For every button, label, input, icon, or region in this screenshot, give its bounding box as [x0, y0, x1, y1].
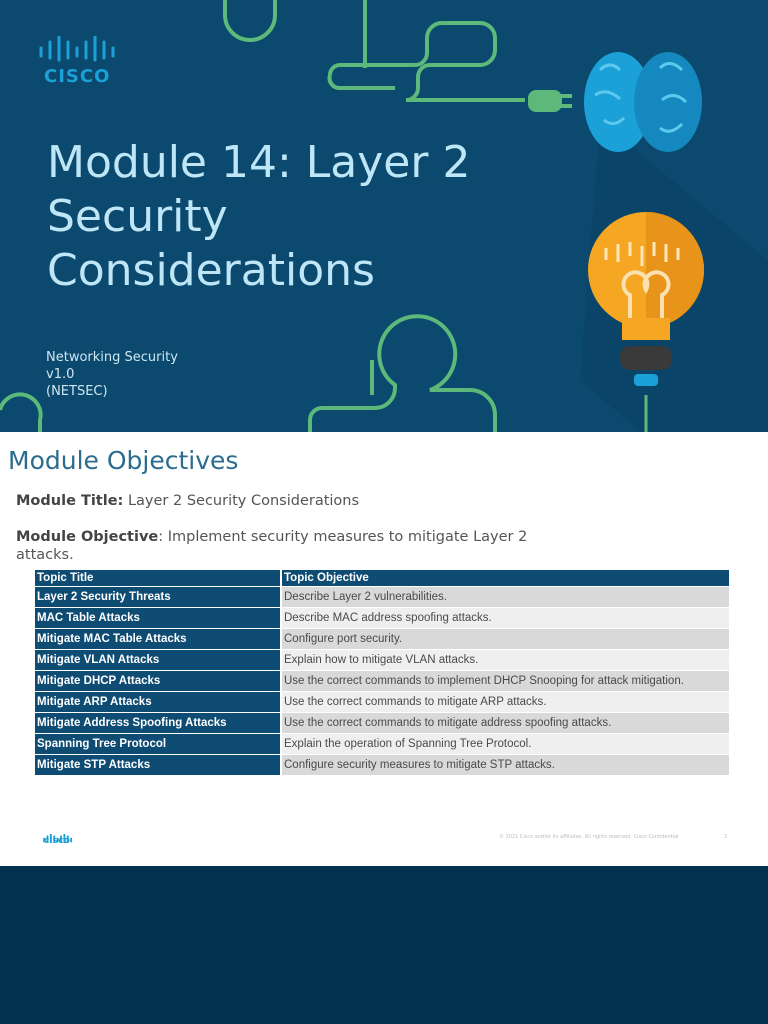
objectives-heading: Module Objectives [8, 446, 239, 475]
topic-objective: Use the correct commands to mitigate address spoofing attacks. [281, 713, 729, 734]
topic-objective: Configure port security. [281, 629, 729, 650]
course-name: Networking Security [46, 350, 178, 365]
slide-subtitle [46, 349, 178, 400]
page-number: 2 [724, 834, 728, 840]
table-row [35, 587, 729, 608]
table-row [35, 713, 729, 734]
title-slide [0, 0, 768, 432]
footer-brand: CISCO [44, 837, 71, 845]
module-title-value: Layer 2 Security Considerations [127, 493, 360, 509]
module-title-line [16, 492, 359, 510]
plug-icon [528, 90, 572, 112]
topic-objective: Use the correct commands to implement DHCP Snooping for attack mitigation. [281, 671, 729, 692]
topic-objective: Explain how to mitigate VLAN attacks. [281, 650, 729, 671]
topic-objective: Explain the operation of Spanning Tree Protocol. [281, 734, 729, 755]
topic-title: Spanning Tree Protocol [35, 734, 281, 755]
topic-objective: Describe MAC address spoofing attacks. [281, 608, 729, 629]
objectives-table [35, 570, 729, 776]
module-objective-value: : Implement security measures to mitigate Layer 2 attacks. [16, 529, 528, 563]
topic-title: Mitigate MAC Table Attacks [35, 629, 281, 650]
brain-icon [584, 52, 702, 152]
topic-title: Mitigate ARP Attacks [35, 692, 281, 713]
table-row [35, 608, 729, 629]
course-code: (NETSEC) [46, 384, 108, 399]
topic-title: Mitigate STP Attacks [35, 755, 281, 776]
topic-title: Mitigate DHCP Attacks [35, 671, 281, 692]
cisco-brand: CISCO [44, 66, 111, 87]
table-row [35, 650, 729, 671]
topic-title: Mitigate VLAN Attacks [35, 650, 281, 671]
footer-copyright: © 2021 Cisco and/or its affiliates. All rights reserved. Cisco Confidential [499, 834, 679, 840]
topic-title: Mitigate Address Spoofing Attacks [35, 713, 281, 734]
topic-title: Layer 2 Security Threats [35, 587, 281, 608]
module-objective-label: Module Objective [16, 529, 159, 545]
module-objective-line [16, 528, 536, 564]
table-row [35, 734, 729, 755]
slide-title: Module 14: Layer 2 Security Considerations [47, 137, 471, 296]
objectives-slide [0, 432, 768, 866]
table-header-row [35, 570, 729, 587]
topic-objective: Describe Layer 2 vulnerabilities. [281, 587, 729, 608]
topic-title: MAC Table Attacks [35, 608, 281, 629]
footer-cisco-logo [42, 828, 74, 848]
course-version: v1.0 [46, 367, 75, 382]
table-row [35, 671, 729, 692]
header-topic-title: Topic Title [35, 570, 281, 587]
table-row [35, 629, 729, 650]
topic-objective: Use the correct commands to mitigate ARP attacks. [281, 692, 729, 713]
table-row [35, 692, 729, 713]
table-row [35, 755, 729, 776]
header-topic-objective: Topic Objective [281, 570, 729, 587]
topic-objective: Configure security measures to mitigate STP attacks. [281, 755, 729, 776]
module-title-label: Module Title: [16, 493, 124, 509]
